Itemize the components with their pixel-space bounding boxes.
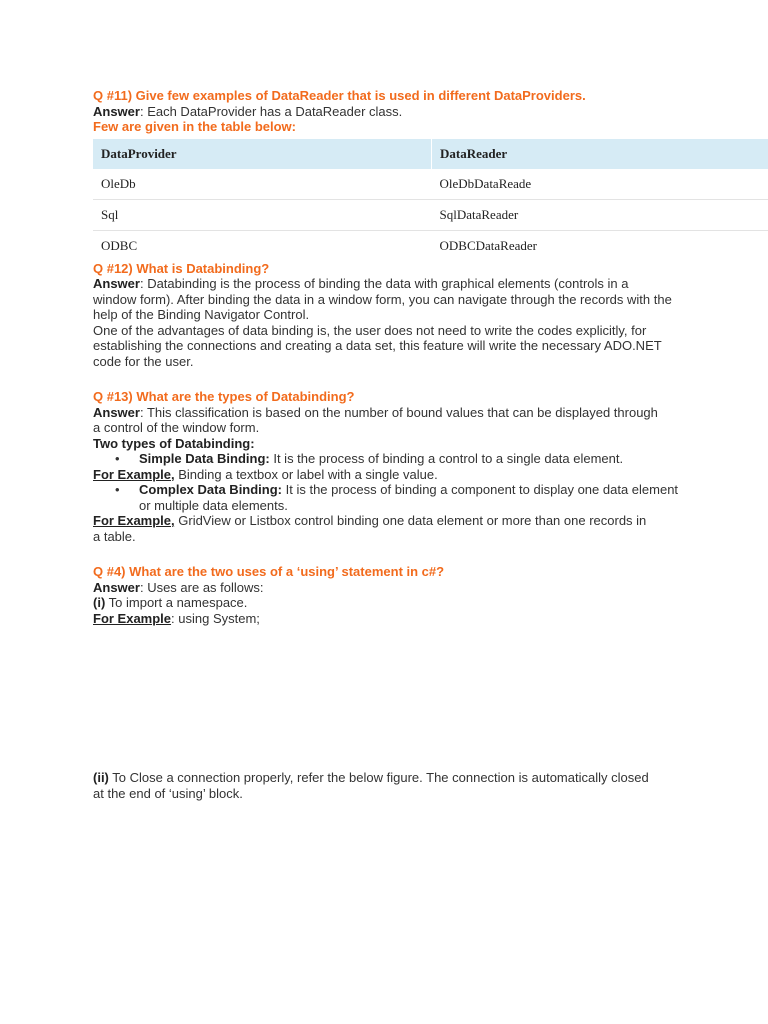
- cell-reader: OleDbDataReade: [432, 169, 768, 200]
- term: Complex Data Binding:: [139, 482, 283, 497]
- example-text: GridView or Listbox control binding one data element or more than one records in a table.: [93, 513, 647, 544]
- example-text: : using System;: [171, 610, 260, 626]
- term-desc: It is the process of binding a component to display one data element or multiple data elements.: [139, 482, 679, 513]
- q11-question: Q #11) Give few examples of DataReader that is used in different DataProviders.: [93, 88, 586, 103]
- answer-label: Answer: [93, 404, 140, 420]
- q11-answer: [93, 104, 768, 120]
- example-label: For Example,: [93, 466, 175, 482]
- table-row: [93, 169, 768, 200]
- table-row: [93, 199, 768, 230]
- q12-answer: [93, 276, 673, 323]
- q4-question: Q #4) What are the two uses of a ‘using’ statement in c#?: [93, 564, 445, 579]
- bullet: •: [115, 451, 120, 466]
- term-desc: It is the process of binding a control to a single data element.: [269, 451, 624, 466]
- q13-answer: [93, 405, 668, 436]
- term: Simple Data Binding:: [139, 451, 270, 466]
- cell-reader: ODBCDataReader: [439, 237, 537, 253]
- header-datareader: DataReader: [432, 139, 768, 169]
- answer-label: Answer: [93, 103, 140, 119]
- example-line: [93, 513, 653, 544]
- cell-provider: OleDb: [93, 169, 432, 200]
- cell-reader: SqlDataReader: [432, 199, 768, 230]
- header-dataprovider: DataProvider: [93, 139, 432, 169]
- q4-example: [93, 611, 768, 627]
- q4-use1: [93, 595, 768, 611]
- q12-para2: One of the advantages of data binding is, the user does not need to write the codes explicitly, for establishing the connections and creating a data set, this feature will write the necessary ADO.NET code for the user.: [93, 322, 662, 369]
- datareader-table: [93, 139, 768, 261]
- answer-label: Answer: [93, 276, 140, 291]
- cell-provider: ODBC: [101, 237, 138, 253]
- use2-label: (ii): [93, 770, 109, 785]
- q12-question: Q #12) What is Databinding?: [93, 260, 270, 276]
- q4-answer: [93, 580, 768, 596]
- table-header-row: [93, 139, 768, 169]
- databinding-types-list: [93, 451, 768, 467]
- figure-placeholder: [93, 626, 768, 770]
- q13-question: Q #13) What are the types of Databinding?: [93, 389, 355, 404]
- answer-text: : Uses are as follows:: [139, 579, 264, 595]
- answer-label: Answer: [93, 579, 140, 595]
- q13-types-heading: Two types of Databinding:: [93, 435, 255, 451]
- databinding-types-list: [93, 482, 768, 513]
- list-item: [93, 482, 679, 513]
- example-label: For Example,: [93, 513, 175, 528]
- answer-text: : Each DataProvider has a DataReader class.: [139, 103, 403, 119]
- use1-label: (i): [93, 595, 106, 610]
- list-item: [93, 451, 768, 467]
- q11-intro: Few are given in the table below:: [93, 119, 296, 134]
- document-page: [93, 88, 768, 801]
- cell-provider: Sql: [93, 199, 432, 230]
- q4-use2: [93, 770, 663, 801]
- answer-text: : Databinding is the process of binding the data with graphical elements (controls in a window form). After binding the data in a window form, you can navigate through the records with the help of the Binding Navigator Control.: [93, 276, 672, 322]
- example-line: [93, 467, 768, 483]
- use2-text: To Close a connection properly, refer the below figure. The connection is automatically closed at the end of ‘using’ block.: [93, 770, 649, 801]
- bullet: •: [115, 482, 120, 497]
- example-text: Binding a textbox or label with a single value.: [174, 466, 438, 482]
- table-row: [93, 230, 768, 261]
- example-label: For Example: [93, 610, 172, 626]
- use1-text: To import a namespace.: [105, 595, 248, 610]
- answer-text: : This classification is based on the number of bound values that can be displayed through a control of the window form.: [93, 404, 658, 435]
